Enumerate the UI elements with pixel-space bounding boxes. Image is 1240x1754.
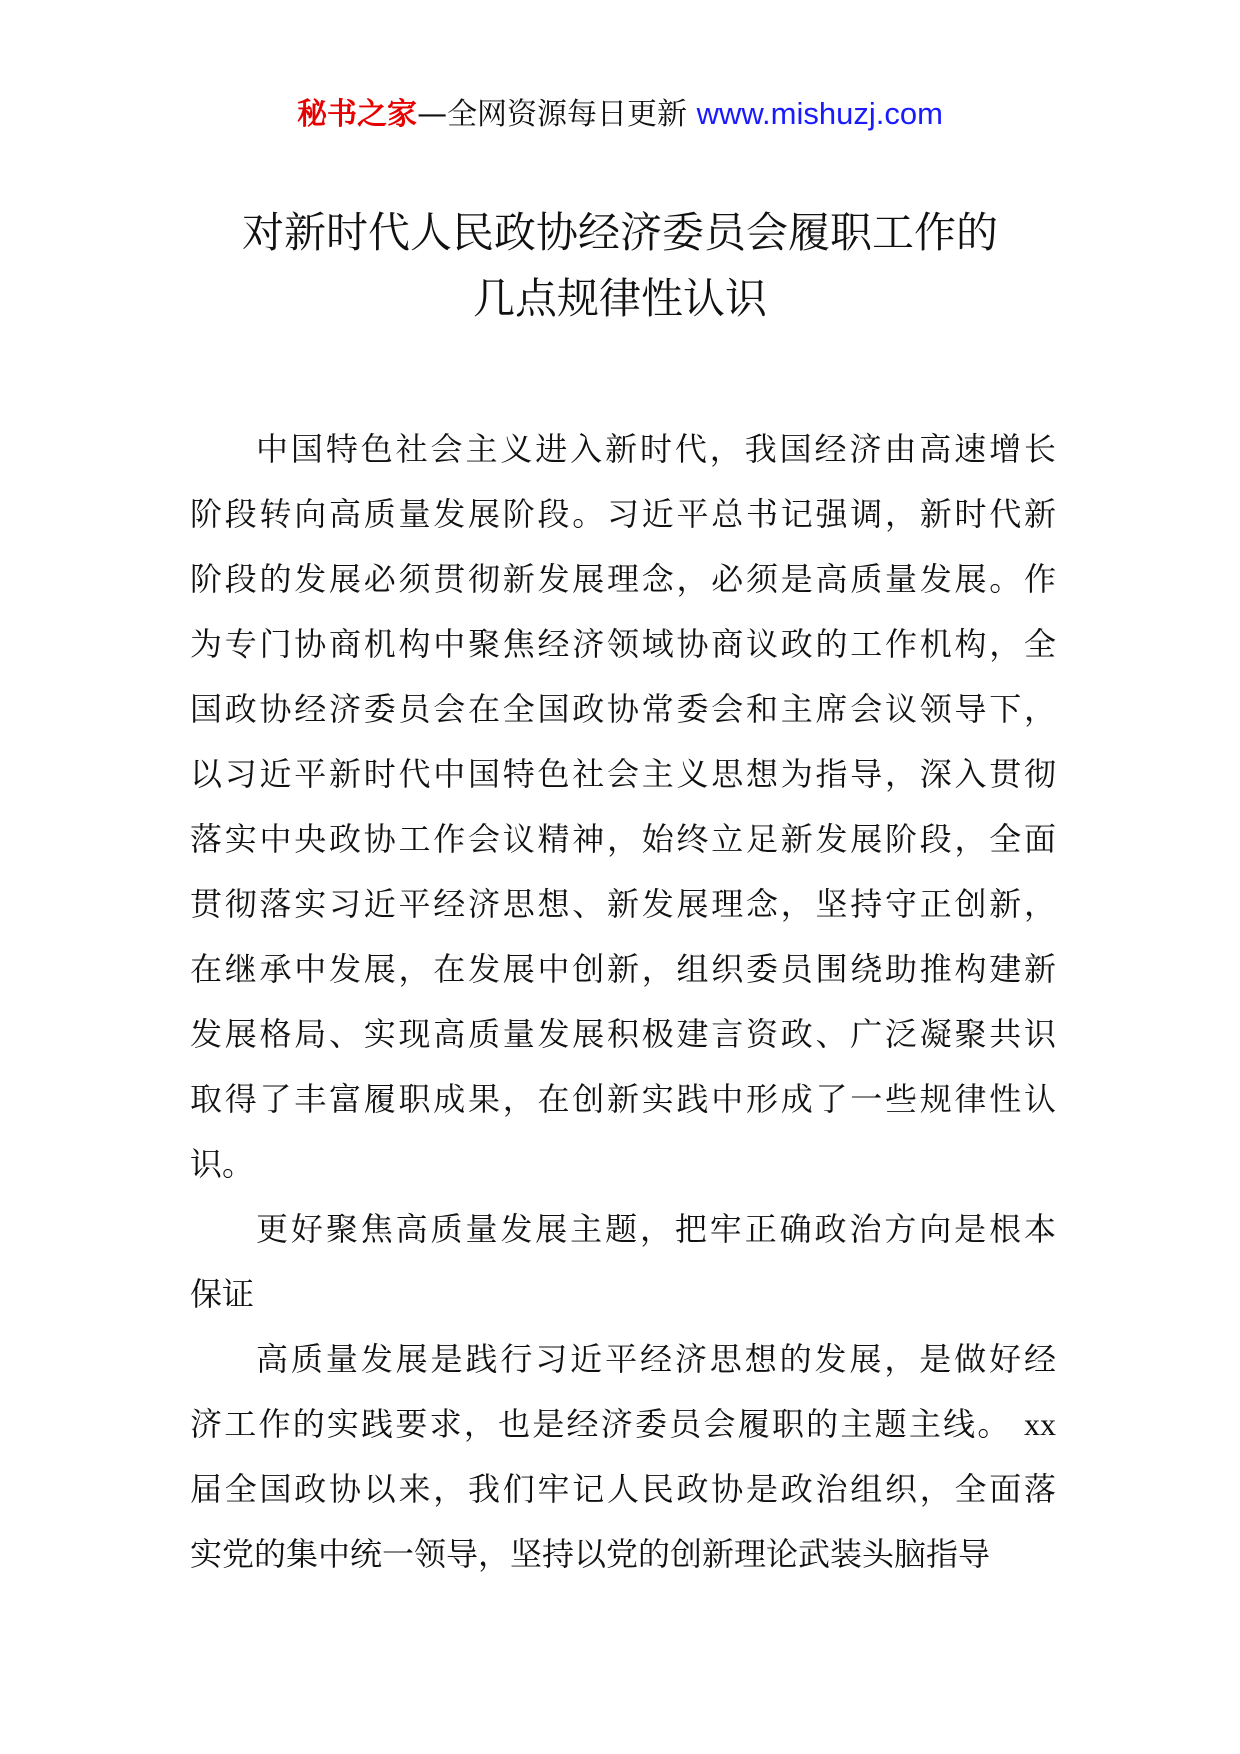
paragraph-line: 阶段转向高质量发展阶段。习近平总书记强调，新时代新 [190, 495, 1056, 533]
section-heading [190, 1197, 1056, 1327]
document-body [190, 417, 1056, 1587]
paragraph-line [190, 1392, 1056, 1457]
site-url-link[interactable]: www.mishuzj.com [696, 96, 943, 131]
session-number: xx [1024, 1406, 1056, 1442]
header-tagline: —全网资源每日更新 [417, 97, 697, 132]
paragraph-line: 高质量发展是践行习近平经济思想的发展，是做好经 [256, 1340, 1056, 1378]
site-header [0, 94, 1240, 135]
paragraph-line: 为专门协商机构中聚焦经济领域协商议政的工作机构，全 [190, 625, 1056, 663]
paragraph-line: 贯彻落实习近平经济思想、新发展理念，坚持守正创新， [190, 885, 1056, 923]
paragraph-line: 中国特色社会主义进入新时代，我国经济由高速增长 [256, 430, 1056, 468]
brand-name: 秘书之家 [297, 97, 418, 132]
paragraph-line: 发展格局、实现高质量发展积极建言资政、广泛凝聚共识 [190, 1015, 1056, 1053]
paragraph-line: 取得了丰富履职成果，在创新实践中形成了一些规律性认 [190, 1080, 1056, 1118]
paragraph-line: 以习近平新时代中国特色社会主义思想为指导，深入贯彻 [190, 755, 1056, 793]
paragraph-line: 届全国政协以来，我们牢记人民政协是政治组织，全面落 [190, 1470, 1056, 1508]
paragraph-intro [190, 417, 1056, 1197]
paragraph-line: 实党的集中统一领导，坚持以党的创新理论武装头脑指导 [190, 1535, 991, 1573]
title-line-2: 几点规律性认识 [472, 274, 767, 323]
title-line-1: 对新时代人民政协经济委员会履职工作的 [241, 208, 998, 257]
paragraph-line: 阶段的发展必须贯彻新发展理念，必须是高质量发展。作 [190, 560, 1056, 598]
paragraph-line: 识。 [190, 1145, 255, 1183]
paragraph-line: 在继承中发展，在发展中创新，组织委员围绕助推构建新 [190, 950, 1056, 988]
document-title [0, 200, 1240, 332]
paragraph-line-text: 济工作的实践要求，也是经济委员会履职的主题主线。 [190, 1405, 1012, 1443]
heading-line: 保证 [190, 1275, 255, 1313]
paragraph-line: 落实中央政协工作会议精神，始终立足新发展阶段，全面 [190, 820, 1056, 858]
paragraph-section-1 [190, 1327, 1056, 1587]
heading-line: 更好聚焦高质量发展主题，把牢正确政治方向是根本 [256, 1210, 1056, 1248]
paragraph-line: 国政协经济委员会在全国政协常委会和主席会议领导下， [190, 690, 1056, 728]
